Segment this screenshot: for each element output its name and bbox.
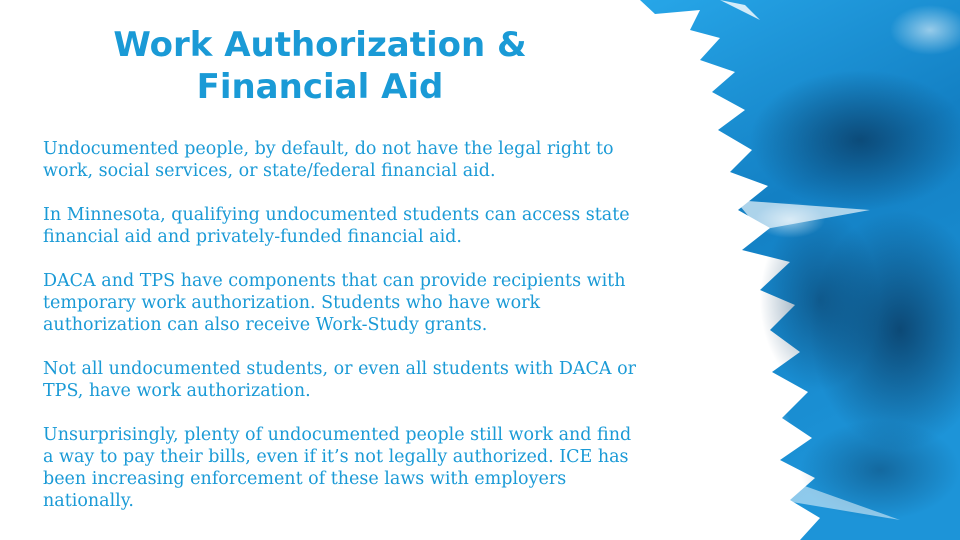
- paragraph-line: financial aid and privately-funded financial aid.: [43, 227, 462, 247]
- paragraph-default-rights: [43, 138, 683, 182]
- title-line-2: Financial Aid: [196, 67, 444, 107]
- slide-body: [43, 138, 683, 534]
- paragraph-daca-tps: [43, 270, 683, 336]
- paragraph-line: Unsurprisingly, plenty of undocumented people still work and find: [43, 425, 632, 445]
- paragraph-line: TPS, have work authorization.: [43, 381, 311, 401]
- paragraph-line: DACA and TPS have components that can provide recipients with: [43, 271, 626, 291]
- paragraph-ice-enforcement: [43, 424, 683, 512]
- paragraph-line: In Minnesota, qualifying undocumented students can access state: [43, 205, 630, 225]
- slide-title: [60, 24, 580, 108]
- paragraph-not-all: [43, 358, 683, 402]
- paragraph-line: Undocumented people, by default, do not have the legal right to: [43, 139, 614, 159]
- paragraph-line: nationally.: [43, 491, 134, 511]
- title-line-1: Work Authorization &: [113, 25, 527, 65]
- paragraph-line: been increasing enforcement of these laws with employers: [43, 469, 567, 489]
- paragraph-line: a way to pay their bills, even if it’s not legally authorized. ICE has: [43, 447, 629, 467]
- paragraph-line: authorization can also receive Work-Study grants.: [43, 315, 488, 335]
- paragraph-line: temporary work authorization. Students who have work: [43, 293, 541, 313]
- paragraph-line: Not all undocumented students, or even all students with DACA or: [43, 359, 636, 379]
- paragraph-minnesota: [43, 204, 683, 248]
- paragraph-line: work, social services, or state/federal financial aid.: [43, 161, 496, 181]
